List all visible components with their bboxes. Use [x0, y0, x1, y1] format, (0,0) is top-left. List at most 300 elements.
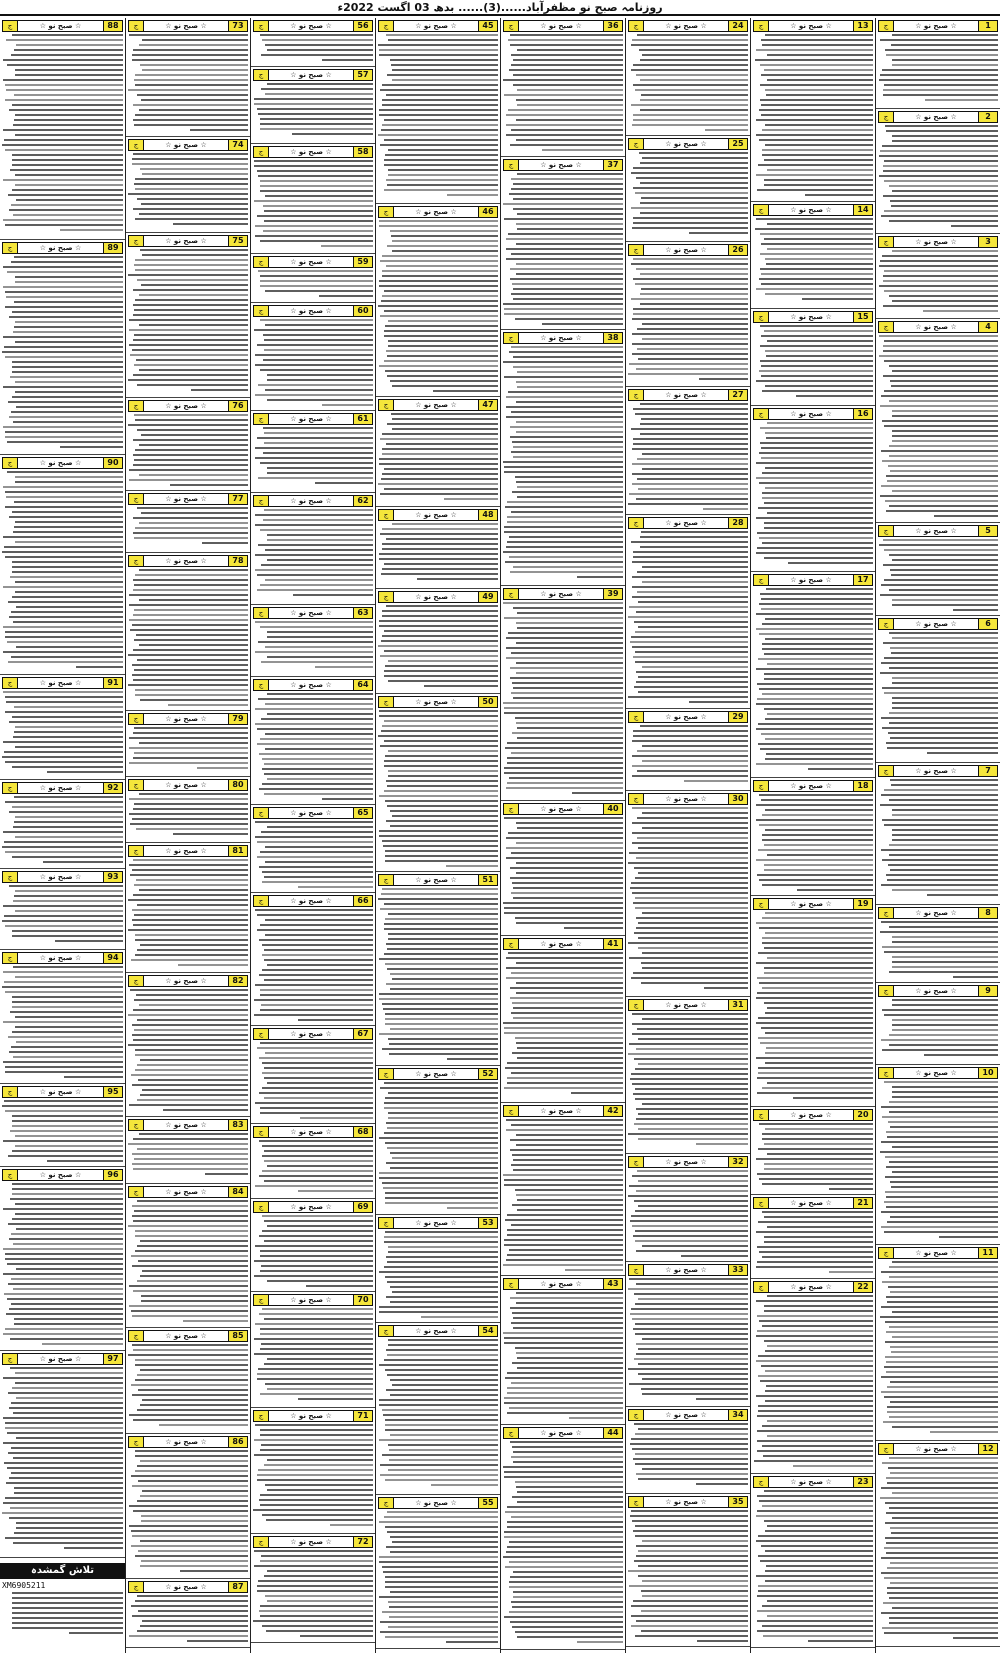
- notice-body: [253, 821, 373, 888]
- notice-header: [503, 332, 623, 344]
- notice-header: [128, 1436, 248, 1448]
- notice-79: [126, 711, 250, 777]
- notice-81: [126, 843, 250, 973]
- notice-38: [501, 330, 625, 586]
- notice-brand: ☆ صبح نو ☆: [915, 22, 957, 30]
- notice-10: [876, 1065, 1000, 1245]
- notice-brand: ☆ صبح نو ☆: [665, 1001, 707, 1009]
- notice-brand: ☆ صبح نو ☆: [915, 238, 957, 246]
- notice-body: [128, 1133, 248, 1175]
- lost-notice-box: [0, 1563, 125, 1653]
- brand-icon: ج: [629, 794, 644, 804]
- notice-brand: ☆ صبح نو ☆: [39, 679, 82, 687]
- column-1: [875, 18, 1000, 1653]
- notice-1: [876, 18, 1000, 109]
- notice-number: 9: [978, 986, 997, 996]
- notice-50: [376, 694, 500, 872]
- notice-number: 26: [728, 245, 747, 255]
- notice-header: [128, 20, 248, 32]
- notice-11: [876, 1245, 1000, 1441]
- brand-icon: ج: [504, 1279, 519, 1289]
- notice-89: [0, 240, 125, 455]
- notice-number: 34: [728, 1410, 747, 1420]
- notice-header: [128, 555, 248, 567]
- notice-number: 89: [103, 243, 122, 253]
- notice-body: [503, 817, 623, 929]
- notice-body: [378, 220, 498, 392]
- notice-number: 51: [478, 875, 497, 885]
- notice-body: [128, 569, 248, 706]
- notice-header: [628, 1264, 748, 1276]
- brand-icon: ج: [754, 205, 769, 215]
- notice-brand: ☆ صبح نو ☆: [790, 782, 832, 790]
- notice-brand: ☆ صبح نو ☆: [665, 1411, 707, 1419]
- notice-44: [501, 1425, 625, 1650]
- notice-number: 49: [478, 592, 497, 602]
- notice-brand: ☆ صبح نو ☆: [165, 977, 207, 985]
- notice-number: 88: [103, 21, 122, 31]
- notice-body: [2, 34, 123, 231]
- notice-header: [378, 1325, 498, 1337]
- notice-76: [126, 398, 250, 491]
- brand-icon: ج: [129, 1437, 144, 1447]
- notice-body: [878, 34, 998, 101]
- notice-brand: ☆ صبح نو ☆: [39, 459, 82, 467]
- notice-body: [128, 727, 248, 769]
- notice-number: 92: [103, 783, 122, 793]
- notice-brand: ☆ صبح نو ☆: [665, 22, 707, 30]
- notice-brand: ☆ صبح نو ☆: [165, 781, 207, 789]
- notice-body: [503, 602, 623, 794]
- notice-88: [0, 18, 125, 240]
- brand-icon: ج: [254, 306, 269, 316]
- brand-icon: ج: [129, 494, 144, 504]
- notice-94: [0, 950, 125, 1084]
- notice-header: [878, 321, 998, 333]
- notice-number: 12: [978, 1444, 997, 1454]
- notice-body: [2, 796, 123, 863]
- brand-icon: ج: [629, 712, 644, 722]
- notice-header: [128, 1581, 248, 1593]
- brand-icon: ج: [379, 510, 394, 520]
- notice-number: 60: [353, 306, 372, 316]
- notice-body: [628, 1423, 748, 1485]
- notice-header: [378, 1497, 498, 1509]
- brand-icon: ج: [879, 908, 894, 918]
- notice-brand: ☆ صبح نو ☆: [915, 767, 957, 775]
- notice-header: [628, 793, 748, 805]
- notice-brand: ☆ صبح نو ☆: [290, 497, 332, 505]
- notice-body: [378, 34, 498, 196]
- notice-2: [876, 109, 1000, 234]
- notice-body: [628, 1510, 748, 1642]
- notice-brand: ☆ صبح نو ☆: [39, 1088, 82, 1096]
- notice-36: [501, 18, 625, 157]
- notice-header: [378, 20, 498, 32]
- brand-icon: ج: [379, 592, 394, 602]
- brand-icon: ج: [754, 899, 769, 909]
- notice-header: [878, 20, 998, 32]
- notice-brand: ☆ صبح نو ☆: [290, 22, 332, 30]
- notice-number: 62: [353, 496, 372, 506]
- notice-body: [753, 325, 873, 397]
- brand-icon: ج: [254, 896, 269, 906]
- notice-brand: ☆ صبح نو ☆: [165, 237, 207, 245]
- notice-number: 40: [603, 804, 622, 814]
- notice-brand: ☆ صبح نو ☆: [39, 1171, 82, 1179]
- brand-icon: ج: [254, 1411, 269, 1421]
- notice-number: 93: [103, 872, 122, 882]
- brand-icon: ج: [129, 1331, 144, 1341]
- notice-body: [253, 1424, 373, 1526]
- notice-number: 87: [228, 1582, 247, 1592]
- notice-59: [251, 254, 375, 303]
- notice-number: 22: [853, 1282, 872, 1292]
- brand-icon: ج: [254, 147, 269, 157]
- notice-body: [503, 34, 623, 151]
- notice-body: [2, 691, 123, 773]
- notice-number: 3: [978, 237, 997, 247]
- notice-21: [751, 1195, 875, 1279]
- notice-header: [878, 907, 998, 919]
- notice-number: 18: [853, 781, 872, 791]
- notice-number: 96: [103, 1170, 122, 1180]
- brand-icon: ج: [504, 333, 519, 343]
- notice-body: [753, 1123, 873, 1190]
- notice-header: [753, 311, 873, 323]
- notice-header: [128, 779, 248, 791]
- notice-body: [378, 888, 498, 1060]
- notice-13: [751, 18, 875, 202]
- notice-96: [0, 1167, 125, 1351]
- brand-icon: ج: [3, 678, 18, 688]
- notice-97: [0, 1351, 125, 1558]
- notice-86: [126, 1434, 250, 1579]
- brand-icon: ج: [129, 846, 144, 856]
- notice-number: 72: [353, 1537, 372, 1547]
- notice-header: [253, 256, 373, 268]
- notice-header: [753, 408, 873, 420]
- notice-brand: ☆ صبح نو ☆: [790, 1478, 832, 1486]
- notice-number: 85: [228, 1331, 247, 1341]
- notice-number: 53: [478, 1218, 497, 1228]
- brand-icon: ج: [3, 1170, 18, 1180]
- notice-body: [253, 1215, 373, 1287]
- notice-43: [501, 1276, 625, 1425]
- brand-icon: ج: [629, 1157, 644, 1167]
- notice-brand: ☆ صبح نو ☆: [415, 1499, 457, 1507]
- column-4: [500, 18, 625, 1653]
- notice-header: [2, 457, 123, 469]
- notice-body: [2, 256, 123, 448]
- notice-body: [628, 1170, 748, 1257]
- brand-icon: ج: [3, 1087, 18, 1097]
- notice-brand: ☆ صبح نو ☆: [290, 1412, 332, 1420]
- notice-number: 73: [228, 21, 247, 31]
- brand-icon: ج: [3, 458, 18, 468]
- notice-brand: ☆ صبح نو ☆: [665, 391, 707, 399]
- brand-icon: ج: [3, 1354, 18, 1364]
- notice-57: [251, 67, 375, 144]
- notice-number: 45: [478, 21, 497, 31]
- notice-72: [251, 1534, 375, 1643]
- notice-header: [128, 713, 248, 725]
- notice-header: [753, 574, 873, 586]
- notice-brand: ☆ صبح نو ☆: [665, 795, 707, 803]
- brand-icon: ج: [254, 608, 269, 618]
- notice-brand: ☆ صبح نو ☆: [415, 593, 457, 601]
- notice-body: [2, 1367, 123, 1549]
- brand-icon: ج: [879, 986, 894, 996]
- notice-body: [378, 1511, 498, 1643]
- notice-body: [878, 779, 998, 896]
- notice-39: [501, 586, 625, 801]
- notice-number: 19: [853, 899, 872, 909]
- notice-brand: ☆ صبح نو ☆: [665, 1266, 707, 1274]
- brand-icon: ج: [754, 1198, 769, 1208]
- notice-number: 42: [603, 1106, 622, 1116]
- brand-icon: ج: [879, 112, 894, 122]
- notice-number: 41: [603, 939, 622, 949]
- notice-body: [128, 989, 248, 1111]
- brand-icon: ج: [629, 518, 644, 528]
- notice-number: 66: [353, 896, 372, 906]
- notice-brand: ☆ صبح نو ☆: [415, 698, 457, 706]
- lost-notice-code: XM6905211: [2, 1581, 46, 1590]
- notice-header: [878, 236, 998, 248]
- notice-brand: ☆ صبح نو ☆: [290, 609, 332, 617]
- notice-brand: ☆ صبح نو ☆: [790, 313, 832, 321]
- notice-number: 79: [228, 714, 247, 724]
- notice-number: 35: [728, 1497, 747, 1507]
- notice-body: [253, 270, 373, 297]
- notice-header: [253, 1028, 373, 1040]
- brand-icon: ج: [879, 1444, 894, 1454]
- notice-brand: ☆ صبح نو ☆: [290, 307, 332, 315]
- notice-number: 43: [603, 1279, 622, 1289]
- notice-brand: ☆ صبح نو ☆: [290, 258, 332, 266]
- notice-header: [253, 1201, 373, 1213]
- notice-body: [2, 1183, 123, 1345]
- brand-icon: ج: [879, 21, 894, 31]
- notice-brand: ☆ صبح نو ☆: [915, 1249, 957, 1257]
- notice-header: [378, 1217, 498, 1229]
- notice-brand: ☆ صبح نو ☆: [39, 22, 82, 30]
- notice-number: 27: [728, 390, 747, 400]
- brand-icon: ج: [754, 1110, 769, 1120]
- notice-58: [251, 144, 375, 254]
- column-2: [750, 18, 875, 1653]
- notice-number: 44: [603, 1428, 622, 1438]
- brand-icon: ج: [879, 237, 894, 247]
- notice-number: 83: [228, 1120, 247, 1130]
- notice-number: 54: [478, 1326, 497, 1336]
- notice-number: 28: [728, 518, 747, 528]
- brand-icon: ج: [129, 1582, 144, 1592]
- notice-brand: ☆ صبح نو ☆: [165, 847, 207, 855]
- brand-icon: ج: [379, 1498, 394, 1508]
- notice-header: [128, 845, 248, 857]
- notice-number: 59: [353, 257, 372, 267]
- notice-brand: ☆ صبح نو ☆: [540, 940, 582, 948]
- notice-header: [503, 938, 623, 950]
- brand-icon: ج: [254, 1127, 269, 1137]
- notice-body: [378, 710, 498, 867]
- notice-header: [253, 1294, 373, 1306]
- notice-brand: ☆ صبح نو ☆: [915, 323, 957, 331]
- notice-55: [376, 1495, 500, 1649]
- brand-icon: ج: [254, 808, 269, 818]
- brand-icon: ج: [129, 556, 144, 566]
- column-6: [250, 18, 375, 1653]
- notice-66: [251, 893, 375, 1026]
- notice-body: [753, 794, 873, 891]
- notice-42: [501, 1103, 625, 1276]
- notice-number: 2: [978, 112, 997, 122]
- notice-brand: ☆ صبح نو ☆: [790, 1199, 832, 1207]
- notice-number: 15: [853, 312, 872, 322]
- notice-brand: ☆ صبح نو ☆: [415, 876, 457, 884]
- brand-icon: ج: [129, 780, 144, 790]
- notice-18: [751, 778, 875, 896]
- brand-icon: ج: [629, 390, 644, 400]
- notice-header: [503, 1427, 623, 1439]
- notice-header: [2, 871, 123, 883]
- notice-64: [251, 677, 375, 805]
- notice-37: [501, 157, 625, 330]
- notice-number: 1: [978, 21, 997, 31]
- notice-body: [128, 153, 248, 225]
- notice-body: [128, 793, 248, 835]
- notice-body: [878, 1081, 998, 1238]
- notice-brand: ☆ صبح نو ☆: [915, 909, 957, 917]
- notice-26: [626, 242, 750, 387]
- notice-number: 61: [353, 414, 372, 424]
- brand-icon: ج: [879, 1248, 894, 1258]
- brand-icon: ج: [129, 21, 144, 31]
- notice-number: 71: [353, 1411, 372, 1421]
- notice-header: [253, 895, 373, 907]
- notice-24: [626, 18, 750, 136]
- notice-header: [753, 1281, 873, 1293]
- notice-number: 8: [978, 908, 997, 918]
- notice-number: 39: [603, 589, 622, 599]
- notice-brand: ☆ صبح نو ☆: [165, 22, 207, 30]
- notice-body: [503, 173, 623, 325]
- notice-header: [378, 696, 498, 708]
- brand-icon: ج: [254, 414, 269, 424]
- brand-icon: ج: [379, 1069, 394, 1079]
- notice-45: [376, 18, 500, 204]
- brand-icon: ج: [3, 21, 18, 31]
- notice-14: [751, 202, 875, 309]
- brand-icon: ج: [3, 783, 18, 793]
- notice-brand: ☆ صبح نو ☆: [165, 495, 207, 503]
- notice-header: [753, 780, 873, 792]
- brand-icon: ج: [3, 872, 18, 882]
- notice-67: [251, 1026, 375, 1124]
- notice-brand: ☆ صبح نو ☆: [540, 334, 582, 342]
- notice-number: 7: [978, 766, 997, 776]
- notice-number: 30: [728, 794, 747, 804]
- brand-icon: ج: [379, 21, 394, 31]
- notice-header: [878, 765, 998, 777]
- notice-body: [753, 1211, 873, 1273]
- notice-brand: ☆ صبح نو ☆: [165, 1332, 207, 1340]
- brand-icon: ج: [129, 401, 144, 411]
- notice-number: 80: [228, 780, 247, 790]
- notice-header: [878, 111, 998, 123]
- notice-header: [253, 807, 373, 819]
- notice-51: [376, 872, 500, 1066]
- notice-brand: ☆ صبح نو ☆: [290, 1030, 332, 1038]
- notice-body: [878, 1261, 998, 1433]
- notice-header: [253, 607, 373, 619]
- brand-icon: ج: [379, 400, 394, 410]
- column-7: [125, 18, 250, 1653]
- brand-icon: ج: [504, 1428, 519, 1438]
- brand-icon: ج: [754, 312, 769, 322]
- notice-header: [753, 20, 873, 32]
- notice-number: 46: [478, 207, 497, 217]
- notice-header: [753, 1197, 873, 1209]
- notice-number: 48: [478, 510, 497, 520]
- notice-header: [378, 1068, 498, 1080]
- notice-number: 17: [853, 575, 872, 585]
- notice-31: [626, 997, 750, 1154]
- brand-icon: ج: [254, 1537, 269, 1547]
- notice-68: [251, 1124, 375, 1199]
- notice-brand: ☆ صبح نو ☆: [790, 576, 832, 584]
- notice-header: [503, 803, 623, 815]
- notice-62: [251, 493, 375, 605]
- notice-brand: ☆ صبح نو ☆: [165, 715, 207, 723]
- notice-header: [503, 588, 623, 600]
- notice-body: [628, 1278, 748, 1400]
- brand-icon: ج: [129, 976, 144, 986]
- brand-icon: ج: [629, 1000, 644, 1010]
- brand-icon: ج: [379, 1326, 394, 1336]
- notice-header: [878, 1247, 998, 1259]
- notice-header: [253, 69, 373, 81]
- notice-number: 77: [228, 494, 247, 504]
- notice-87: [126, 1579, 250, 1648]
- notice-body: [253, 427, 373, 484]
- notice-number: 50: [478, 697, 497, 707]
- notice-header: [503, 1105, 623, 1117]
- notice-brand: ☆ صبح نو ☆: [415, 1327, 457, 1335]
- notice-body: [753, 1490, 873, 1642]
- notice-body: [253, 693, 373, 800]
- notice-body: [628, 1013, 748, 1145]
- brand-icon: ج: [754, 409, 769, 419]
- notice-34: [626, 1407, 750, 1494]
- notice-body: [503, 346, 623, 578]
- notice-header: [253, 1126, 373, 1138]
- notice-header: [628, 517, 748, 529]
- notice-number: 11: [978, 1248, 997, 1258]
- notice-93: [0, 869, 125, 950]
- notice-56: [251, 18, 375, 67]
- notice-number: 21: [853, 1198, 872, 1208]
- notice-number: 67: [353, 1029, 372, 1039]
- notice-28: [626, 515, 750, 709]
- notice-47: [376, 397, 500, 507]
- notice-brand: ☆ صبح نو ☆: [165, 141, 207, 149]
- notice-body: [503, 1441, 623, 1643]
- notice-brand: ☆ صبح نو ☆: [165, 1583, 207, 1591]
- notice-brand: ☆ صبح نو ☆: [165, 1188, 207, 1196]
